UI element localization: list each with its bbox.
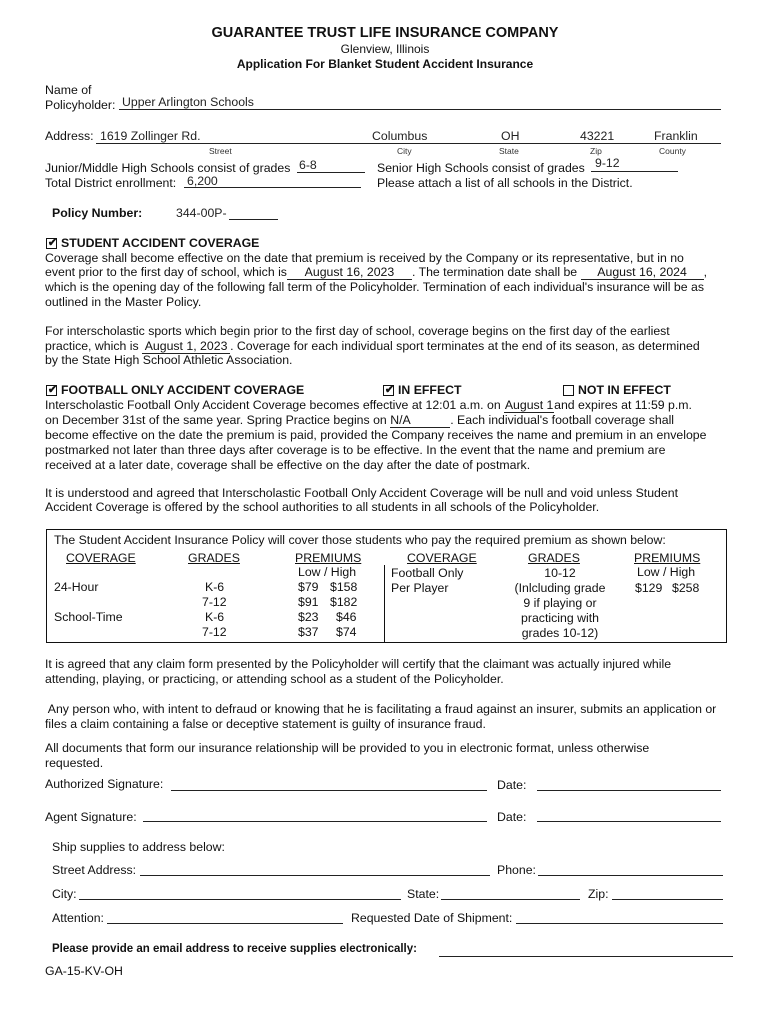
coverage-table-intro: The Student Accident Insurance Policy will cover those students who pay the required premium as shown below: — [54, 533, 666, 547]
in-effect-option — [383, 383, 462, 397]
col-header-premiums-2: PREMIUMS — [634, 551, 701, 565]
not-in-effect-option — [563, 383, 671, 397]
policyholder-label-line2: Policyholder: — [45, 98, 116, 112]
row-grade: 7-12 — [202, 595, 227, 609]
policyholder-underline — [119, 109, 721, 110]
football-grade-line: 10-12 — [544, 566, 576, 580]
football-grade-line: (Inlcluding grade — [514, 581, 606, 595]
company-name: GUARANTEE TRUST LIFE INSURANCE COMPANY — [211, 25, 559, 41]
p1b-text: event prior to the first day of school, which is — [45, 265, 287, 279]
ship-requested-date-label: Requested Date of Shipment: — [351, 911, 513, 925]
row-low: $23 — [298, 610, 319, 624]
p2b-text: practice, which is — [45, 339, 139, 353]
policy-number-label: Policy Number: — [52, 206, 143, 220]
email-prompt: Please provide an email address to receive supplies electronically: — [52, 943, 417, 955]
address-label: Address: — [45, 129, 94, 143]
ship-attention-field[interactable] — [107, 923, 343, 924]
ship-city-label: City: — [52, 887, 77, 901]
authorized-date-field[interactable] — [537, 790, 721, 791]
claim-statement-line1: It is agreed that any claim form presented by the Policyholder will certify that the claimant was actually injured while — [45, 657, 672, 671]
not-in-effect-label: NOT IN EFFECT — [578, 383, 671, 397]
checkmark-icon: ✔ — [47, 237, 58, 249]
football-coverage-2: Per Player — [391, 581, 449, 595]
address-county-value[interactable]: Franklin — [654, 129, 698, 143]
enrollment-value[interactable]: 6,200 — [187, 174, 218, 188]
ship-phone-field[interactable] — [538, 875, 723, 876]
email-field[interactable] — [439, 956, 733, 957]
electronic-statement-line1: All documents that form our insurance relationship will be provided to you in electronic format, unless otherwise — [45, 741, 650, 755]
football-coverage-1: Football Only — [391, 566, 464, 580]
address-street-value[interactable]: 1619 Zollinger Rd. — [100, 129, 201, 143]
football-l1a: Interscholastic Football Only Accident Coverage becomes effective at 12:01 a.m. on — [45, 398, 501, 412]
football-line4: postmarked not later than three days after coverage is to be effective. In the event that the name and premium are — [45, 443, 666, 457]
authorized-signature-label: Authorized Signature: — [45, 777, 164, 791]
football-l1b: and expires at 11:59 p.m. — [554, 398, 692, 412]
row-grade: K-6 — [205, 610, 225, 624]
row-grade: K-6 — [205, 580, 225, 594]
ship-state-label: State: — [407, 887, 440, 901]
student-coverage-p1e: which is the opening day of the following fall term of the Policyholder. Termination of each individual's insurance will be as — [45, 280, 705, 294]
football-grade-line: grades 10-12) — [521, 626, 599, 640]
student-coverage-p1f: outlined in the Master Policy. — [45, 295, 202, 309]
football-line2 — [45, 413, 674, 428]
ship-phone-label: Phone: — [497, 863, 536, 877]
row-low: $79 — [298, 580, 319, 594]
policyholder-label-line1: Name of — [45, 83, 92, 97]
p2c-text: . Coverage for each individual sport terminates at the end of its season, as determined — [230, 339, 700, 353]
attach-note: Please attach a list of all schools in the District. — [377, 176, 633, 190]
football-l2a: on December 31st of the same year. Spring Practice begins on — [45, 413, 387, 427]
ship-heading: Ship supplies to address below: — [52, 840, 225, 854]
application-title: Application For Blanket Student Accident Insurance — [236, 57, 534, 71]
county-caption: County — [659, 146, 686, 156]
football-p2b: Accident Coverage is offered by the school authorities to all students in all schools of the Policyholder. — [45, 500, 600, 514]
spring-practice-field[interactable]: N/A — [390, 414, 450, 428]
agent-date-label: Date: — [497, 810, 527, 824]
student-coverage-title: STUDENT ACCIDENT COVERAGE — [61, 236, 260, 250]
p1c-text: . The termination date shall be — [411, 265, 578, 279]
junior-grades-label: Junior/Middle High Schools consist of grades — [45, 161, 291, 175]
football-premium-high: $258 — [672, 581, 700, 595]
address-zip-value[interactable]: 43221 — [580, 129, 615, 143]
football-grades — [492, 566, 628, 641]
p1d-text: , — [703, 265, 707, 279]
football-p2a: It is understood and agreed that Interscholastic Football Only Accident Coverage will be null and void unless Student — [45, 486, 678, 500]
ship-zip-label: Zip: — [588, 887, 609, 901]
address-underline — [96, 143, 721, 144]
row-high: $46 — [336, 610, 357, 624]
table-divider — [384, 565, 385, 642]
football-line1 — [45, 398, 692, 413]
low-high-label: Low / High — [298, 565, 357, 579]
football-title: FOOTBALL ONLY ACCIDENT COVERAGE — [61, 383, 305, 397]
authorized-date-label: Date: — [497, 778, 527, 792]
agent-signature-field[interactable] — [143, 821, 487, 822]
football-line3: become effective on the date the premium is paid, provided the Company receives the name and premium in an envelope — [45, 428, 707, 442]
col-header-premiums: PREMIUMS — [295, 551, 362, 565]
row-high: $182 — [330, 595, 358, 609]
ship-street-label: Street Address: — [52, 863, 137, 877]
in-effect-label: IN EFFECT — [398, 383, 462, 397]
ship-zip-field[interactable] — [612, 899, 723, 900]
ship-attention-label: Attention: — [52, 911, 104, 925]
authorized-signature-field[interactable] — [171, 790, 487, 791]
football-grade-line: 9 if playing or — [523, 596, 597, 610]
ship-city-field[interactable] — [79, 899, 401, 900]
football-heading — [46, 383, 304, 397]
row-coverage: School-Time — [54, 610, 123, 624]
not-in-effect-checkbox[interactable] — [563, 385, 574, 396]
policy-number-underline — [229, 219, 278, 220]
ship-requested-date-field[interactable] — [516, 923, 723, 924]
address-city-value[interactable]: Columbus — [372, 129, 428, 143]
fraud-statement-line2: files a claim containing a false or deceptive statement is guilty of insurance fraud. — [45, 717, 486, 731]
student-coverage-heading — [46, 236, 259, 250]
electronic-statement-line2: requested. — [45, 756, 104, 770]
row-low: $37 — [298, 625, 319, 639]
student-coverage-p2a: For interscholastic sports which begin prior to the first day of school, coverage begins on the first day of the earliest — [45, 324, 670, 338]
fraud-statement-line1: Any person who, with intent to defraud or knowing that he is facilitating a fraud against an insurer, submits an application or — [45, 702, 717, 716]
city-caption: City — [397, 146, 412, 156]
football-grade-line: practicing with — [521, 611, 599, 625]
col-header-coverage: COVERAGE — [66, 551, 136, 565]
row-high: $158 — [330, 580, 358, 594]
row-high: $74 — [336, 625, 357, 639]
policyholder-value[interactable]: Upper Arlington Schools — [122, 95, 254, 109]
ship-state-field[interactable] — [441, 899, 580, 900]
low-high-label-2: Low / High — [637, 565, 696, 579]
junior-grades-value[interactable]: 6-8 — [299, 158, 317, 172]
company-city: Glenview, Illinois — [340, 42, 430, 56]
agent-signature-label: Agent Signature: — [45, 810, 137, 824]
street-caption: Street — [209, 146, 232, 156]
student-coverage-p2-line2 — [45, 339, 700, 354]
claim-statement-line2: attending, playing, or practicing, or attending school as a student of the Policyholder. — [45, 672, 504, 686]
start-date-field[interactable]: August 16, 2023 — [287, 266, 412, 280]
col-header-grades-2: GRADES — [528, 551, 580, 565]
checkmark-icon: ✔ — [47, 384, 58, 396]
row-coverage: 24-Hour — [54, 580, 99, 594]
senior-grades-label: Senior High Schools consist of grades — [377, 161, 585, 175]
enrollment-underline — [184, 187, 361, 188]
student-coverage-p1a: Coverage shall become effective on the date that premium is received by the Company or its representative, but in no — [45, 251, 684, 265]
football-l2b: . Each individual's football coverage shall — [450, 413, 675, 427]
football-checkbox[interactable] — [46, 385, 57, 396]
student-coverage-p1-line2 — [45, 265, 707, 280]
football-line5: received at a later date, coverage shall be effective on the day after the date of postmark. — [45, 458, 531, 472]
address-state-value[interactable]: OH — [501, 129, 520, 143]
student-coverage-p2d: by the State High School Athletic Association. — [45, 353, 293, 367]
senior-grades-underline — [591, 171, 678, 172]
practice-date-field[interactable]: August 1, 2023 — [142, 340, 230, 354]
enrollment-label: Total District enrollment: — [45, 176, 177, 190]
termination-date-field[interactable]: August 16, 2024 — [581, 266, 704, 280]
football-premium-low: $129 — [635, 581, 663, 595]
junior-grades-underline — [297, 172, 365, 173]
form-code: GA-15-KV-OH — [45, 964, 123, 978]
col-header-grades: GRADES — [188, 551, 240, 565]
row-low: $91 — [298, 595, 319, 609]
football-effective-date-field[interactable]: August 1 — [504, 398, 554, 412]
student-coverage-checkbox[interactable] — [46, 238, 57, 249]
agent-date-field[interactable] — [537, 821, 721, 822]
in-effect-checkbox[interactable] — [383, 385, 394, 396]
senior-grades-value[interactable]: 9-12 — [595, 156, 620, 170]
zip-caption: Zip — [590, 146, 602, 156]
policy-number-value[interactable]: 344-00P- — [176, 206, 227, 220]
col-header-coverage-2: COVERAGE — [407, 551, 477, 565]
row-grade: 7-12 — [202, 625, 227, 639]
ship-street-field[interactable] — [140, 875, 490, 876]
state-caption: State — [499, 146, 519, 156]
checkmark-icon: ✔ — [384, 384, 395, 396]
